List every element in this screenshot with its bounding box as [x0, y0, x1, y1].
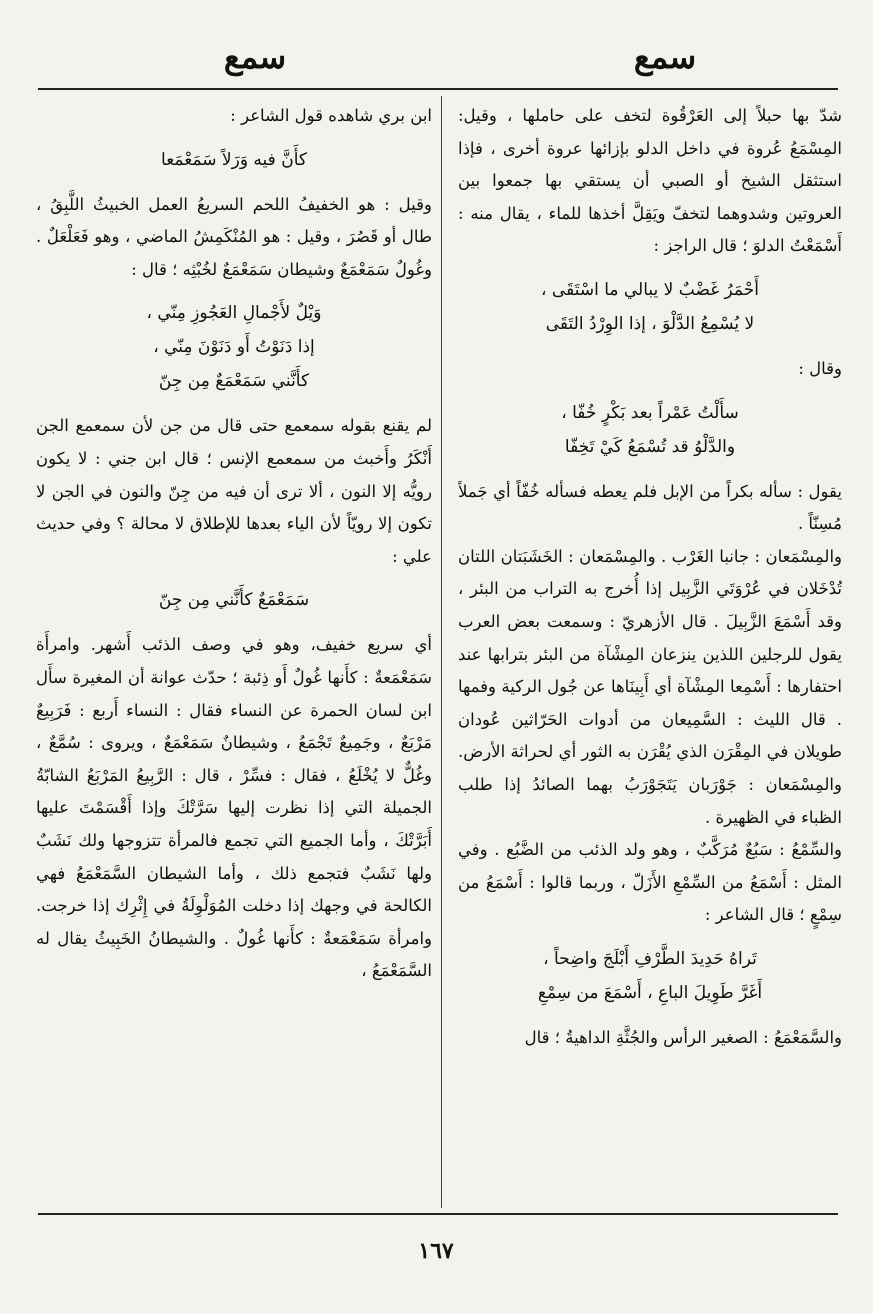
verse-block	[458, 942, 842, 1010]
top-rule	[38, 88, 838, 90]
verse-line: كأَنَّني سَمَعْمَعٌ مِن جِنّ	[158, 371, 310, 392]
left-column	[36, 100, 432, 1208]
paragraph: وقال :	[798, 358, 842, 378]
paragraph: وقيل : هو الخفيفُ اللحم السريعُ العمل الخبيثُ اللَّبِقُ ، طال أو قَصُرَ ، وقيل : هو المُنْكَمِشُ الماضي ، وهو فَعَلْعَلٌ . وغُولٌ سَمَعْمَعٌ وشيطان سَمَعْمَعٌ لخُبْثِه ؛ قال :	[36, 194, 432, 279]
verse-line: أَغَرَّ طَوِيلَ الباعِ ، أَسْمَعَ من سِمْعِ	[537, 982, 763, 1003]
paragraph: والسِّمْعُ : سَبُعٌ مُرَكَّبٌ ، وهو ولد الذئب من الضَّبُع . وفي المثل : أَسْمَعُ من السِّمْعِ الأَزَلّ ، وربما قالوا : أَسْمَعُ من سِمْعٍ ؛ قال الشاعر :	[458, 840, 842, 925]
verse-block	[458, 273, 842, 341]
paragraph: والمِسْمَعان : جانبا الغَرْب . والمِسْمَعان : الخَشَبَتان اللتان تُدْخَلان في عُرْوَتَي الزَّبِيل إذا أُخرج به التراب من البئر ، وقد أَسْمَعَ الزَّبِيلَ . قال الأزهريّ : وسمعت بعض العرب يقول للرجلين اللذين ينزعان المِشْآة من البئر بترابها عند احتفارها : أَسْمِعا المِشْآة أي أَبِينَاها عن جُول الركية وفمها . قال الليث : السَّمِيعان من أدوات الحَرّاثين عُودان طويلان في المِقْرَن الذي يُقْرَن به الثور أي لحراثة الأرض. والمِسْمَعان : جَوْرَبان يَتَجَوْرَبُ بهما الصائدُ إذا طلب الظباء في الظهيرة .	[458, 546, 842, 827]
right-column	[458, 100, 842, 1208]
paragraph: لم يقنع بقوله سمعمع حتى قال من جن لأن سمعمع الجن أَنْكَرُ وأَخبث من سمعمع الإنس ؛ قال ابن جني : لا يكون رويُّه إلا النون ، ألا ترى أن فيه من جِنّ والنون في الجن لا تكون إلا رويّاً لأن الياء بعدها للإطلاق لا محالة ؟ وفي حديث علي :	[36, 416, 432, 566]
verse-line: تَراهُ حَدِيدَ الطَّرْفِ أَبْلَجَ واضِحاً ،	[543, 948, 757, 969]
verse-line: وَيْلٌ لأَجْمالِ العَجُوزِ مِنّي ،	[146, 303, 322, 324]
verse-block	[36, 296, 432, 398]
headword-left: سمع	[223, 38, 287, 76]
verse-line: إذا دَنَوْتُ أَو دَنَوْنَ مِنّي ،	[153, 337, 315, 358]
paragraph: شدّ بها حبلاً إلى العَرْقُوة لتخف على حاملها ، وقيل: المِسْمَعُ عُروة في داخل الدلو بإزائها عروة أخرى ، فإذا استثقل الشيخ أو الصبي أن يستقي بها جمعوا بين العروتين وشدوهما لتخفّ ويَقِلَّ أخذها للماء ، يقال منه : أَسْمَعْتُ الدلوَ ؛ قال الراجز :	[458, 106, 842, 256]
bottom-rule	[38, 1213, 838, 1215]
verse-block	[36, 143, 432, 177]
verse-line: سأَلْتُ عَمْراً بعد بَكْرٍ خُفّا ،	[561, 402, 739, 423]
paragraph: يقول : سأله بكراً من الإبل فلم يعطه فسأله خُفّاً أي جَملاً مُسِنّاً .	[458, 481, 842, 534]
verse-line: والدَّلْوُ قد تُسْمَعُ كَيْ تَخِفّا	[564, 436, 736, 457]
column-divider	[441, 96, 442, 1208]
verse-line: سَمَعْمَعٌ كأَنَّني مِن جِنّ	[158, 590, 310, 611]
headword-right: سمع	[633, 38, 697, 76]
paragraph: ابن بري شاهده قول الشاعر :	[230, 106, 432, 125]
verse-block	[458, 396, 842, 464]
verse-line: لا يُسْمِعُ الدَّلْوَ ، إذا الوِرْدُ التَقَى	[545, 313, 755, 334]
verse-line: كأَنَّ فيه وَرَلاً سَمَعْمَعا	[161, 149, 307, 170]
verse-line: أَحْمَرُ غَضْبٌ لا يبالي ما اسْتَقَى ،	[541, 279, 759, 300]
verse-block	[36, 583, 432, 617]
paragraph: أي سريع خفيف، وهو في وصف الذئب أَشهر. وامرأَة سَمَعْمَعةٌ : كأَنها غُولٌ أَو ذِئبة ؛ حدّث عوانة أن المغيرة سأَل ابن لسان الحمرة عن النساء فقال : النساء أَربع : فَرَبِيعٌ مَرْبَعٌ ، وجَمِيعٌ تَجْمَعُ ، وشيطانٌ سَمَعْمَعٌ ، ويروى : سُمَّعٌ ، وغُلٌّ لا يُخْلَعُ ، فقال : فسِّرْ ، قال : الرَّبِيعُ المَرْبَعُ الشابّةُ الجميلة التي إذا نظرت إليها سَرَّتْكَ وإذا أَقْسَمْتَ عليها أَبَرَّتْكَ ، وأما الجميع التي تجمع فالمرأة تتزوجها ولك نَشَبٌ ولها نَشَبٌ فتجمع ذلك ، وأما الشيطان السَّمَعْمَعُ فهي الكالحة في وجهك إذا دخلت المُوَلْوِلَةُ في إِثْرِك إذا خرجت. وامرأة سَمَعْمَعةٌ : كأَنها غُولٌ . والشيطانُ الخَبِيثُ يقال له السَّمَعْمَعُ ،	[36, 635, 432, 981]
page-number: ١٦٧	[418, 1238, 454, 1264]
paragraph: والسَّمَعْمَعُ : الصغير الرأس والجُثَّةِ الداهيةُ ؛ قال	[524, 1027, 842, 1047]
